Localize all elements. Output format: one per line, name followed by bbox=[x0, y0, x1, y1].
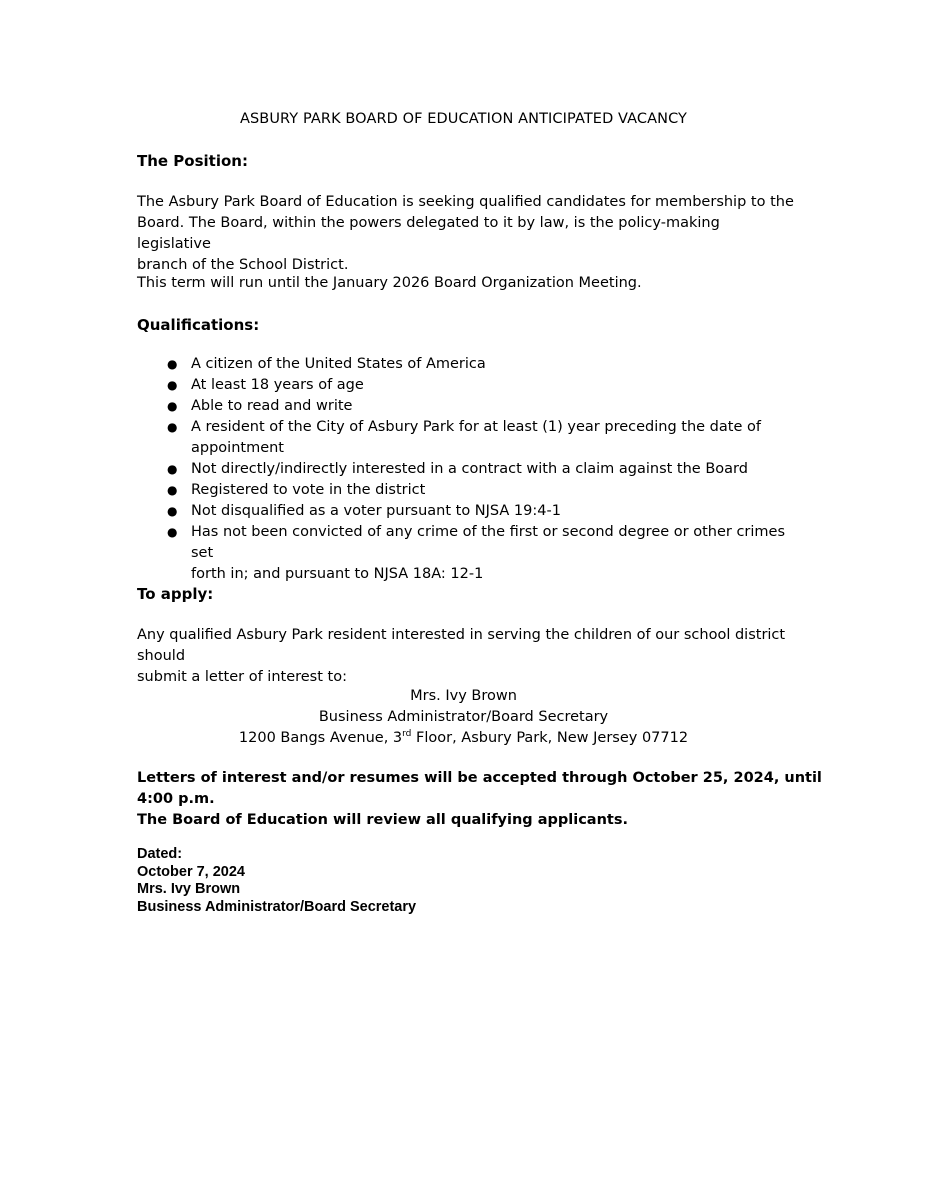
list-item-text: Not directly/indirectly interested in a contract with a claim against the Board bbox=[191, 461, 748, 477]
list-item bbox=[137, 375, 797, 396]
document-title: ASBURY PARK BOARD OF EDUCATION ANTICIPATED VACANCY bbox=[239, 111, 688, 127]
signature-block bbox=[137, 846, 637, 916]
bullet-icon: ● bbox=[167, 483, 178, 497]
bullet-icon: ● bbox=[167, 378, 178, 392]
address-street bbox=[0, 728, 927, 749]
list-item bbox=[137, 354, 797, 375]
apply-paragraph-line: submit a letter of interest to: bbox=[137, 669, 347, 685]
bullet-icon: ● bbox=[167, 357, 178, 371]
dated-label: Dated: bbox=[137, 846, 183, 862]
deadline-notice bbox=[137, 768, 837, 831]
list-item-text: Registered to vote in the district bbox=[191, 482, 426, 498]
deadline-line: Letters of interest and/or resumes will be accepted through October 25, 2024, until 4:00 p.m. bbox=[137, 770, 822, 807]
qualifications-heading: Qualifications: bbox=[137, 316, 260, 334]
list-item bbox=[137, 459, 797, 480]
position-heading: The Position: bbox=[137, 152, 248, 170]
qualifications-list bbox=[137, 354, 797, 585]
list-item-text: At least 18 years of age bbox=[191, 377, 364, 393]
list-item-text: A citizen of the United States of America bbox=[191, 356, 486, 372]
address-role: Business Administrator/Board Secretary bbox=[318, 709, 609, 725]
position-paragraph-line: Board. The Board, within the powers delegated to it by law, is the policy-making legislative bbox=[137, 215, 720, 252]
list-item bbox=[137, 501, 797, 522]
position-paragraph-line: The Asbury Park Board of Education is seeking qualified candidates for membership to the bbox=[137, 194, 794, 210]
list-item-text: Able to read and write bbox=[191, 398, 353, 414]
apply-paragraph bbox=[137, 625, 837, 688]
list-item-text: A resident of the City of Asbury Park for at least (1) year preceding the date of bbox=[191, 419, 761, 435]
address-street-sup: rd bbox=[402, 729, 412, 740]
signature-date: October 7, 2024 bbox=[137, 863, 245, 880]
list-item bbox=[137, 417, 797, 459]
list-item bbox=[137, 480, 797, 501]
bullet-icon: ● bbox=[167, 420, 178, 434]
bullet-icon: ● bbox=[167, 504, 178, 518]
deadline-line: The Board of Education will review all qualifying applicants. bbox=[137, 812, 628, 828]
address-name: Mrs. Ivy Brown bbox=[410, 688, 517, 704]
list-item-text: Not disqualified as a voter pursuant to NJSA 19:4-1 bbox=[191, 503, 561, 519]
bullet-icon: ● bbox=[167, 525, 178, 539]
apply-paragraph-line: Any qualified Asbury Park resident interested in serving the children of our school district should bbox=[137, 627, 786, 664]
list-item bbox=[137, 396, 797, 417]
signature-name: Mrs. Ivy Brown bbox=[137, 881, 241, 897]
bullet-icon: ● bbox=[167, 462, 178, 476]
position-paragraph bbox=[137, 192, 797, 276]
term-paragraph: This term will run until the January 2026 Board Organization Meeting. bbox=[137, 275, 642, 291]
address-street-post: Floor, Asbury Park, New Jersey 07712 bbox=[411, 730, 689, 746]
list-item bbox=[137, 522, 797, 585]
list-item-text: Has not been convicted of any crime of the first or second degree or other crimes set bbox=[191, 524, 786, 561]
address-street-pre: 1200 Bangs Avenue, 3 bbox=[238, 730, 403, 746]
mailing-address bbox=[0, 686, 927, 749]
bullet-icon: ● bbox=[167, 399, 178, 413]
apply-heading: To apply: bbox=[137, 585, 214, 603]
position-paragraph-line: branch of the School District. bbox=[137, 257, 349, 273]
list-item-text-continued: forth in; and pursuant to NJSA 18A: 12-1 bbox=[191, 566, 484, 582]
list-item-text-continued: appointment bbox=[191, 440, 284, 456]
signature-role: Business Administrator/Board Secretary bbox=[137, 898, 417, 915]
